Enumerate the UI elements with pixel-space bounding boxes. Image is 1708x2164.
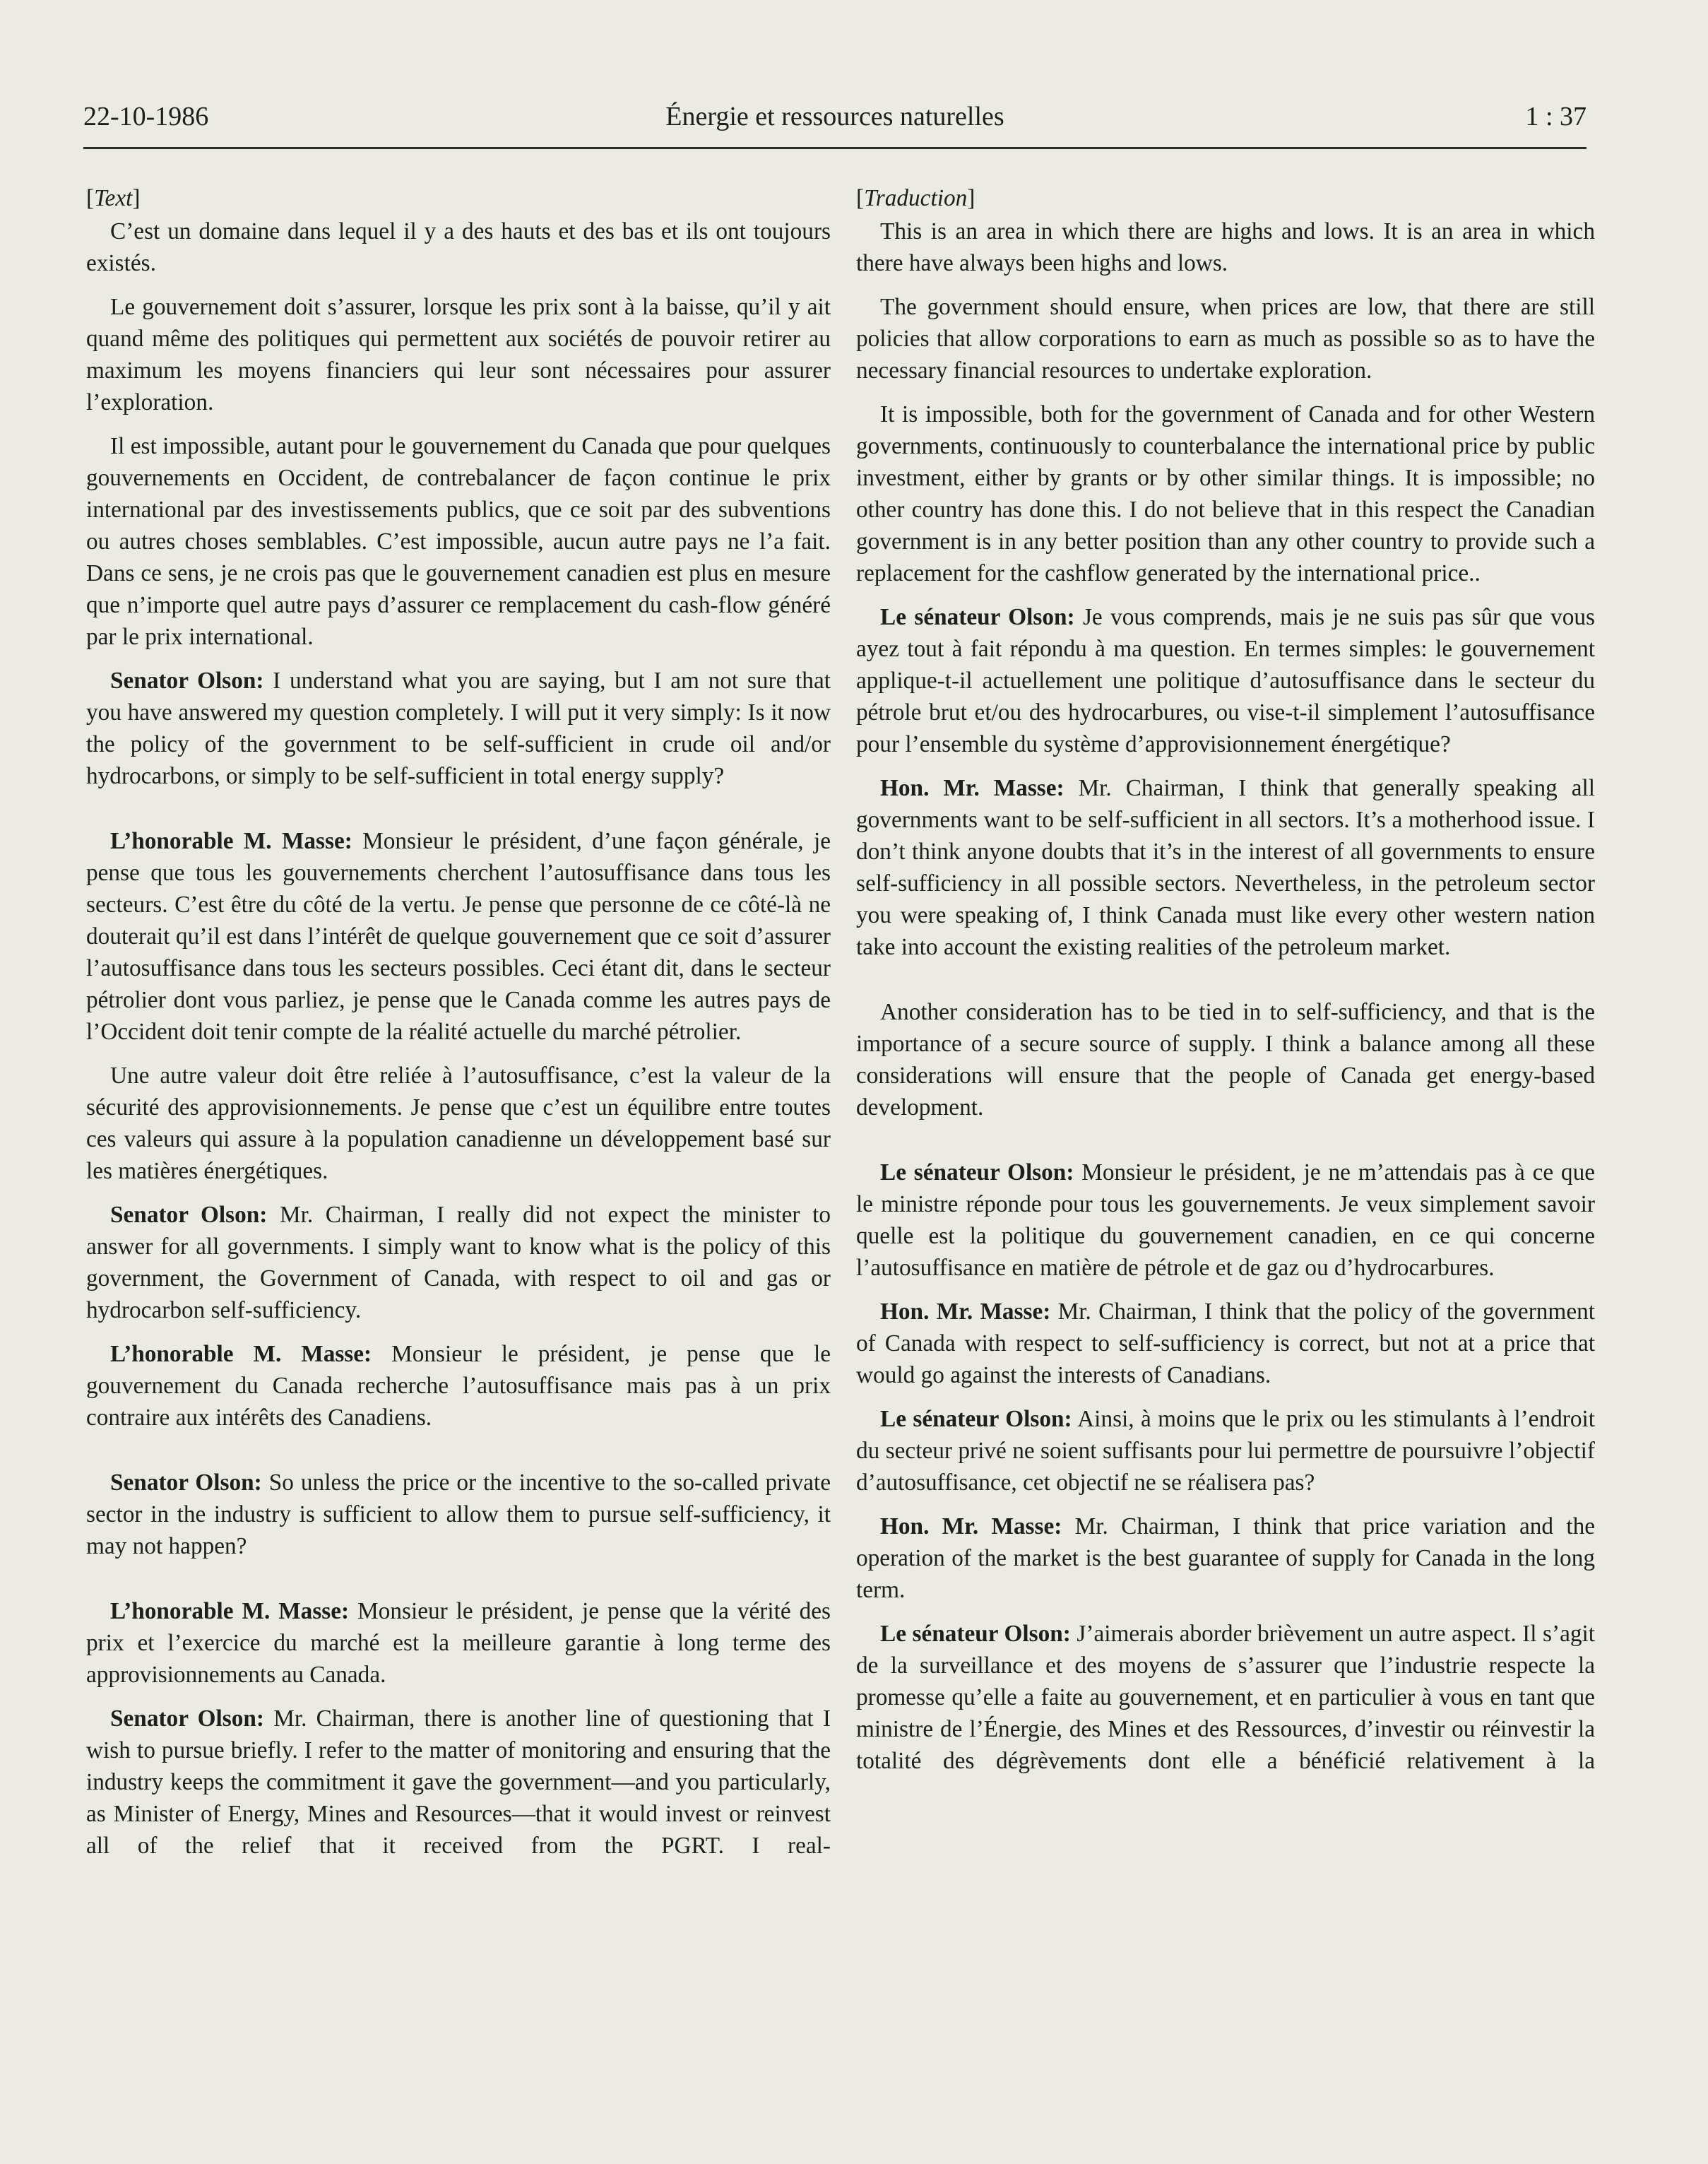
paragraph: Il est impossible, autant pour le gouvernement du Canada que pour quelques gouvernements en Occident, de contrebalancer de façon continue le prix international par des investissements publics, que ce soit par des subventions ou autres choses semblables. C’est impossible, aucun autre pays ne l’a fait. Dans ce sens, je ne crois pas que le gouvernement canadien est plus en mesure que n’importe quel autre pays d’assurer ce remplacement du cash-flow généré par le prix international. [86, 433, 831, 650]
speaker-name: Hon. Mr. Masse: [880, 1513, 1062, 1539]
paragraph: It is impossible, both for the government of Canada and for other Western governments, continuously to counterbalance the international price by public investment, either by grants or by other similar things. It is impossible; no other country has done this. I do not believe that in this respect the Canadian government is in any better position than any other country to provide such a replacement for the cashflow generated by the international price.. [856, 401, 1595, 586]
speech-paragraph [86, 825, 831, 1048]
speech-paragraph [86, 1703, 831, 1862]
header-title: Énergie et ressources naturelles [665, 102, 1004, 131]
speech-paragraph [86, 665, 831, 792]
section-label: [Traduction] [856, 185, 975, 211]
paragraph: Le gouvernement doit s’assurer, lorsque les prix sont à la baisse, qu’il y ait quand même des politiques qui permettent aux sociétés de pouvoir retirer au maximum les moyens financiers qui leur sont nécessaires pour assurer l’exploration. [86, 294, 831, 415]
speech-text: I understand what you are saying, but I am not sure that you have answered my question completely. I will put it very simply: Is it now the policy of the government to be self-sufficient in crude oil and/or hydrocarbons, or simply to be self-sufficient in total energy supply? [86, 668, 831, 789]
right-column [856, 182, 1595, 1789]
speech-text: Mr. Chairman, I think that generally speaking all governments want to be self-sufficient in all sectors. It’s a motherhood issue. I don’t think anyone doubts that it’s in the interest of all governments to ensure self-sufficiency in all possible sectors. Nevertheless, in the petroleum sector you were speaking of, I think Canada must like every other western nation take into account the existing realities of the petroleum market. [856, 775, 1595, 960]
speech-text: J’aimerais aborder brièvement un autre aspect. Il s’agit de la surveillance et des moyens de s’assurer que l’industrie respecte la promesse qu’elle a faite au gouvernement, et en particulier à vous en tant que ministre de l’Énergie, des Mines et des Ressources, d’investir ou réinvestir la totalité des dégrèvements dont elle a bénéficié relativement à la [856, 1621, 1596, 1774]
speech-paragraph [856, 772, 1595, 963]
speaker-name: Senator Olson: [110, 1705, 264, 1732]
speech-text: So unless the price or the incentive to the so-called private sector in the industry is sufficient to allow them to pursue self-sufficiency, it may not happen? [86, 1470, 831, 1559]
speech-paragraph [86, 1595, 831, 1691]
speech-paragraph [856, 1157, 1595, 1284]
speaker-name: L’honorable M. Masse: [110, 1341, 372, 1367]
speaker-name: L’honorable M. Masse: [110, 828, 352, 854]
speech-paragraph [86, 1467, 831, 1562]
speaker-name: Le sénateur Olson: [880, 1159, 1074, 1186]
paragraph: C’est un domaine dans lequel il y a des hauts et des bas et ils ont toujours existés. [86, 218, 831, 276]
speech-text: Mr. Chairman, I think that the policy of the government of Canada with respect to self-sufficiency is correct, but not at a price that would go against the interests of Canadians. [856, 1299, 1596, 1388]
speech-text: Monsieur le président, je pense que le gouvernement du Canada recherche l’autosuffisance mais pas à un prix contraire aux intérêts des Canadiens. [86, 1341, 831, 1431]
speaker-name: L’honorable M. Masse: [110, 1598, 350, 1624]
left-column [86, 182, 831, 1874]
speaker-name: Hon. Mr. Masse: [880, 775, 1064, 801]
header-date: 22-10-1986 [83, 102, 209, 131]
speech-text: Mr. Chairman, there is another line of questioning that I wish to pursue briefly. I refer to the matter of monitoring and ensuring that the industry keeps the commitment it gave the government—and you particularly, as Minister of Energy, Mines and Resources—that it would invest or reinvest all of the relief that it received from the PGRT. I real- [86, 1705, 831, 1859]
section-label-text: Traduction [864, 185, 968, 211]
section-label-text: Text [94, 185, 133, 211]
speech-text: Monsieur le président, d’une façon générale, je pense que tous les gouvernements cherchent l’autosuffisance dans tous les secteurs. C’est être du côté de la vertu. Je pense que personne de ce côté-là ne douterait qu’il est dans l’intérêt de quelque gouvernement que ce soit d’assurer l’autosuffisance dans tous les secteurs possibles. Ceci étant dit, dans le secteur pétrolier dont vous parliez, je pense que le Canada comme les autres pays de l’Occident doit tenir compte de la réalité actuelle du marché pétrolier. [86, 828, 831, 1045]
speech-paragraph [856, 1403, 1595, 1498]
speech-paragraph [856, 601, 1595, 760]
page-header [83, 100, 1587, 149]
speaker-name: Hon. Mr. Masse: [880, 1299, 1051, 1325]
speaker-name: Senator Olson: [110, 668, 264, 694]
speaker-name: Le sénateur Olson: [880, 1621, 1071, 1647]
speech-paragraph [856, 1510, 1595, 1606]
speech-text: Mr. Chairman, I really did not expect the minister to answer for all governments. I simply want to know what is the policy of this government, the Government of Canada, with respect to oil and gas or hydrocarbon self-sufficiency. [86, 1202, 831, 1323]
speech-paragraph [856, 1296, 1595, 1391]
speaker-name: Senator Olson: [110, 1202, 268, 1228]
speech-paragraph [856, 1618, 1595, 1777]
speech-paragraph [86, 1199, 831, 1326]
speech-paragraph [86, 1338, 831, 1433]
paragraph: The government should ensure, when prices are low, that there are still policies that allow corporations to earn as much as possible so as to have the necessary financial resources to undertake exploration. [856, 294, 1595, 384]
speech-text: Ainsi, à moins que le prix ou les stimulants à l’endroit du secteur privé ne soient suffisants pour lui permettre de poursuivre l’objectif d’autosuffisance, cet objectif ne se réalisera pas? [856, 1406, 1595, 1496]
speaker-name: Le sénateur Olson: [880, 604, 1075, 630]
paragraph: Une autre valeur doit être reliée à l’autosuffisance, c’est la valeur de la sécurité des approvisionnements. Je pense que c’est un équilibre entre toutes ces valeurs qui assure à la population canadienne un développement basé sur les matières énergétiques. [86, 1063, 831, 1184]
speech-text: Je vous comprends, mais je ne suis pas sûr que vous ayez tout à fait répondu à ma question. En termes simples: le gouvernement applique-t-il actuellement une politique d’autosuffisance dans le secteur du pétrole brut et/ou des hydrocarbures, ou vise-t-il simplement l’autosuffisance pour l’ensemble du système d’approvisionnement énergétique? [856, 604, 1595, 757]
speech-text: Monsieur le président, je ne m’attendais pas à ce que le ministre réponde pour tous les gouvernements. Je veux simplement savoir quelle est la politique du gouvernement canadien, en ce qui concerne l’autosuffisance en matière de pétrole et de gaz ou d’hydrocarbures. [856, 1159, 1596, 1281]
speech-text: Monsieur le président, je pense que la vérité des prix et l’exercice du marché est la meilleure garantie à long terme des approvisionnements au Canada. [86, 1598, 831, 1688]
paragraph: Another consideration has to be tied in to self-sufficiency, and that is the importance of a secure source of supply. I think a balance among all these considerations will ensure that the people of Canada get energy-based development. [856, 999, 1595, 1121]
section-label: [Text] [86, 185, 141, 211]
speaker-name: Le sénateur Olson: [880, 1406, 1072, 1432]
speech-text: Mr. Chairman, I think that price variation and the operation of the market is the best guarantee of supply for Canada in the long term. [856, 1513, 1595, 1603]
speaker-name: Senator Olson: [110, 1470, 262, 1496]
header-page-number: 1 : 37 [1525, 102, 1587, 131]
paragraph: This is an area in which there are highs and lows. It is an area in which there have always been highs and lows. [856, 218, 1595, 276]
